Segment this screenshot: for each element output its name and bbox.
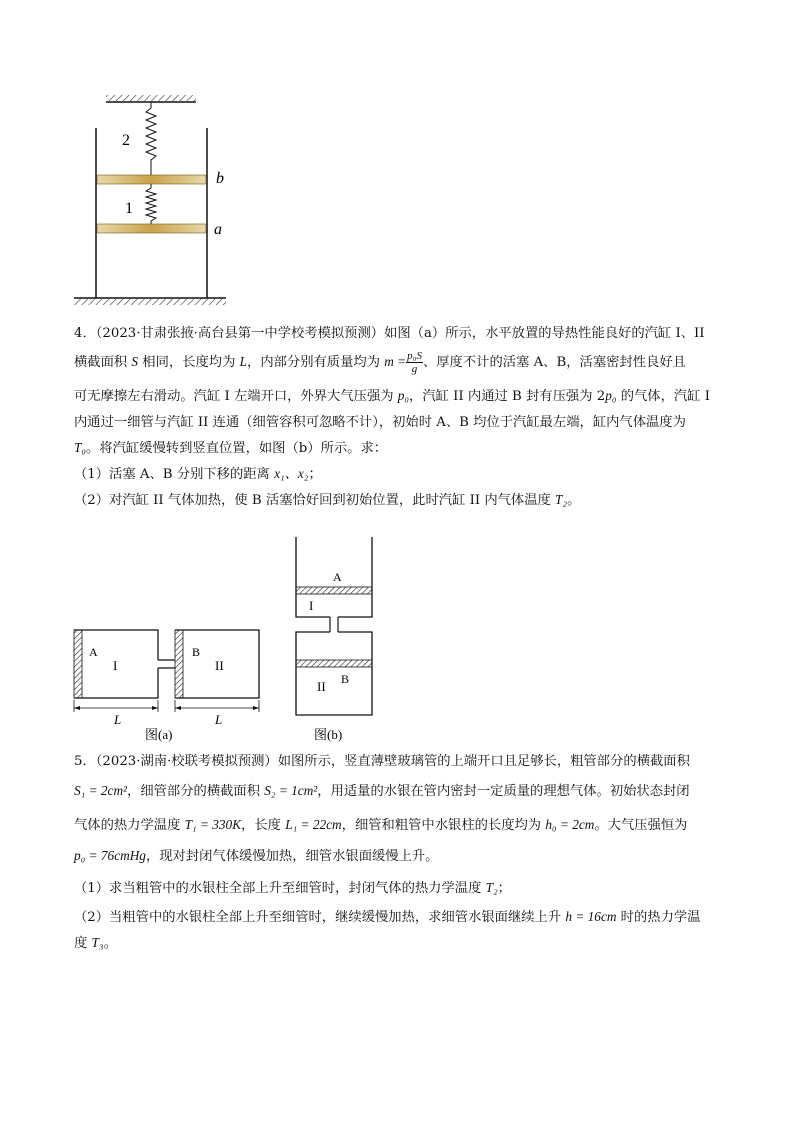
q5-text: （2）当粗管中的水银柱全部上升至细管时，继续缓慢加热，求细管水银面继续上升 xyxy=(74,910,566,925)
fig-a-label-B: B xyxy=(192,645,201,659)
q5-text: 度 xyxy=(74,936,92,951)
q5-text: （1）求当粗管中的水银柱全部上升至细管时，封闭气体的热力学温度 xyxy=(74,881,486,896)
q4-text: 横截面积 xyxy=(74,355,132,370)
q4-text: 内通过一细管与汽缸 II 连通（细管容积可忽略不计），初始时 A、B 均位于汽缸最左端，缸内气体温度为 xyxy=(74,415,686,430)
figure-b xyxy=(290,535,380,745)
q5-sub-2 xyxy=(74,906,700,925)
q5-line-3 xyxy=(74,814,687,833)
spring-1 xyxy=(146,184,156,224)
q4-text: 、厚度不计的活塞 A、B，活塞密封性良好且 xyxy=(422,355,686,370)
q4-text: 相同，长度均为 xyxy=(138,355,240,370)
q5-text: 气体的热力学温度 xyxy=(74,818,185,833)
q4-text: 。将汽缸缓慢转到竖直位置，如图（b）所示。求： xyxy=(86,441,388,456)
label-spring-1: 1 xyxy=(125,200,133,217)
expr-h: h = 16cm xyxy=(565,909,617,924)
q4-line1-text: 如图（a）所示，水平放置的导热性能良好的汽缸 I、II xyxy=(384,326,705,341)
fig-b-label-I: I xyxy=(309,598,314,613)
q5-text: ； xyxy=(497,881,511,896)
fig-a-label-II: II xyxy=(215,658,224,673)
q4-number: 4． xyxy=(74,326,96,341)
piston-A-vertical xyxy=(296,587,372,594)
q4-text: ，内部分别有质量均为 xyxy=(247,355,385,370)
q5-line1-text: 如图所示，竖直薄壁玻璃管的上端开口且足够长，粗管部分的横截面积 xyxy=(277,754,690,769)
q4-text: （1）活塞 A、B 分别下移的距离 xyxy=(74,467,275,482)
var-T3: T₃ xyxy=(91,935,104,950)
fig-a-dim-left: L xyxy=(114,712,122,727)
q5-sub-2-cont xyxy=(74,932,117,951)
mass-lhs: m = xyxy=(384,354,407,369)
q5-text: 。大气压强恒为 xyxy=(594,818,688,833)
mass-denominator: g xyxy=(411,363,418,375)
expr-p0: p₀ = 76cmHg xyxy=(74,848,146,863)
q4-line-5 xyxy=(74,437,387,456)
q4-text: ，汽缸 II 内通过 B 封有压强为 2 xyxy=(409,389,606,404)
q5-line-4 xyxy=(74,845,438,864)
q5-text: 。 xyxy=(103,936,117,951)
ground-hatch xyxy=(74,299,226,305)
q5-line-1 xyxy=(74,750,690,769)
q5-text: ，用适量的水银在管内密封一定质量的理想气体。初始状态封闭 xyxy=(317,784,690,799)
dim-right-arrow-l xyxy=(175,706,181,710)
expr-S1: S₁ = 2cm² xyxy=(74,783,128,798)
var-L: L xyxy=(239,354,248,369)
ceiling-hatch xyxy=(106,95,196,101)
label-spring-2: 2 xyxy=(122,132,130,149)
q5-text: ，细管和粗管中水银柱的长度均为 xyxy=(341,818,546,833)
q4-text: 可无摩擦左右滑动。汽缸 I 左端开口，外界大气压强为 xyxy=(74,389,398,404)
piston-a xyxy=(97,224,206,233)
var-p0: p₀ xyxy=(605,388,617,403)
q4-text: （2）对汽缸 II 气体加热，使 B 活塞恰好回到初始位置，此时汽缸 II 内气体温度 xyxy=(74,493,556,508)
fig-b-label-II: II xyxy=(317,679,326,694)
fig-b-label-A: A xyxy=(333,570,342,584)
q5-text: ，细管部分的横截面积 xyxy=(127,784,265,799)
piston-B-hatched xyxy=(175,630,183,698)
q4-source: （2023·甘肃张掖·高台县第一中学校考模拟预测） xyxy=(95,326,385,341)
var-p0: p₀ xyxy=(397,388,410,403)
spring-2 xyxy=(146,102,156,175)
var-T0: T₀ xyxy=(74,440,87,455)
q4-line-1 xyxy=(74,322,705,341)
q5-line-2 xyxy=(74,780,690,799)
q4-sub-2 xyxy=(74,489,580,508)
fig-b-label-B: B xyxy=(341,672,350,686)
q5-number: 5． xyxy=(74,754,96,769)
q4-line-4 xyxy=(74,411,686,430)
q5-sub-1 xyxy=(74,877,511,896)
q4-text: 。 xyxy=(567,493,581,508)
q4-text: ； xyxy=(308,467,322,482)
q4-sub-1 xyxy=(74,463,322,482)
dim-left-arrow-r xyxy=(152,706,158,710)
dim-left-arrow-l xyxy=(74,706,80,710)
piston-A-hatched xyxy=(74,630,82,698)
q5-source: （2023·湖南·校联考模拟预测） xyxy=(95,754,278,769)
q4-line-3 xyxy=(74,385,710,404)
q5-text: ，现对封闭气体缓慢加热，细管水银面缓慢上升。 xyxy=(145,849,439,864)
q4-text: 的气体，汽缸 I xyxy=(616,389,710,404)
q4-line-2 xyxy=(74,350,686,375)
figure-a xyxy=(70,620,270,745)
expr-L1: L₁ = 22cm xyxy=(285,817,342,832)
dim-right-arrow-r xyxy=(253,706,259,710)
expr-T1: T₁ = 330K xyxy=(184,817,242,832)
fig-a-caption: 图(a) xyxy=(145,727,173,742)
var-T2: T₂ xyxy=(555,492,568,507)
fig-a-dim-right: L xyxy=(215,712,223,727)
fig-a-label-I: I xyxy=(113,658,118,673)
expr-h0: h₀ = 2cm xyxy=(545,817,595,832)
label-piston-a: a xyxy=(214,221,222,238)
label-piston-b: b xyxy=(216,170,224,187)
spring-piston-figure xyxy=(70,90,270,310)
piston-b xyxy=(97,175,206,184)
q5-text: ，长度 xyxy=(241,818,286,833)
mass-numerator: p₀S xyxy=(407,350,422,362)
fig-a-label-A: A xyxy=(89,645,98,659)
var-x: x₁、x₂ xyxy=(274,466,309,481)
expr-S2: S₂ = 1cm² xyxy=(264,783,318,798)
var-S: S xyxy=(131,354,139,369)
q5-text: 时的热力学温 xyxy=(616,910,701,925)
var-T2: T₂ xyxy=(485,880,498,895)
fig-b-caption: 图(b) xyxy=(314,727,343,742)
cylinder-II-vertical xyxy=(296,632,372,715)
mass-fraction xyxy=(406,350,423,375)
piston-B-vertical xyxy=(296,660,372,667)
